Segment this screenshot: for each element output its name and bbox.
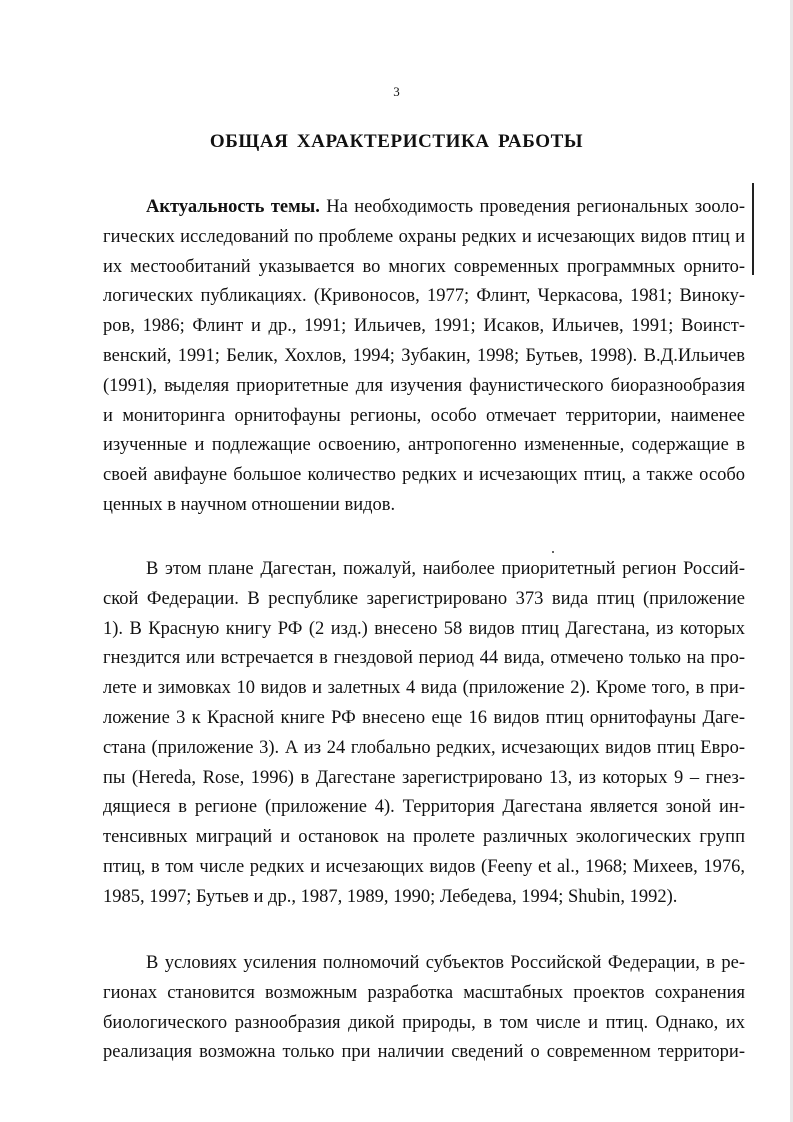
paragraph-line: их местообитаний указывается во многих современных программных орнито- [103,256,745,277]
paragraph-line: логических публикациях. (Кривоносов, 1977; Флинт, Черкасова, 1981; Виноку- [103,286,745,307]
paragraph-line: В условиях усиления полномочий субъектов Российской Федерации, в ре- [146,953,745,973]
page-number: 3 [393,84,400,99]
margin-mark [752,183,754,275]
paragraph-line: 1). В Красную книгу РФ (2 изд.) внесено 58 видов птиц Дагестана, из которых [103,618,745,639]
paragraph-line [103,193,745,223]
paragraph-line: дящиеся в регионе (приложение 4). Территория Дагестана является зоной ин- [103,797,745,818]
paragraph-line: ложение 3 к Красной книге РФ внесено еще 16 видов птиц орнитофауны Даге- [103,707,745,728]
paragraph-line: венский, 1991; Белик, Хохлов, 1994; Зубакин, 1998; Бутьев, 1998). В.Д.Ильичев [103,345,745,366]
paragraph-relevance [103,193,745,521]
paragraph-line: реализация возможна только при наличии сведений о современном территори- [103,1042,745,1063]
paragraph-line: (1991), выделяя приоритетные для изучения фаунистического биоразнообразия [103,375,745,396]
paragraph-line: 1985, 1997; Бутьев и др., 1987, 1989, 1990; Лебедева, 1994; Shubin, 1992). [103,886,678,907]
paragraph-line: биологического разнообразия дикой природы, в том числе и птиц. Однако, их [103,1012,745,1033]
section-title: ОБЩАЯ ХАРАКТЕРИСТИКА РАБОТЫ [209,131,584,152]
paragraph-line: В этом плане Дагестан, пожалуй, наиболее приоритетный регион Россий- [146,559,745,579]
paragraph-line: ценных в научном отношении видов. [103,494,396,515]
line-text: На необходимость проведения региональных зооло- [326,197,746,217]
paragraph-line: лете и зимовках 10 видов и залетных 4 вида (приложение 2). Кроме того, в при- [103,678,745,699]
paragraph-line: гических исследований по проблеме охраны редких и исчезающих видов птиц и [103,226,745,247]
paragraph-line: гнездится или встречается в гнездовой период 44 вида, отмечено только на про- [103,648,745,669]
paragraph-line: ской Федерации. В республике зарегистрировано 373 вида птиц (приложение [103,588,745,609]
paragraph-line: пы (Hereda, Rose, 1996) в Дагестане зарегистрировано 13, из которых 9 – гнез- [103,767,745,788]
paragraph-line: ров, 1986; Флинт и др., 1991; Ильичев, 1991; Исаков, Ильичев, 1991; Воинст- [103,316,745,337]
paragraph-line: своей авифауне большое количество редких и исчезающих птиц, а также особо [103,465,745,486]
lead-label: Актуальность темы. [146,197,320,217]
paragraph-line: гионах становится возможным разработка масштабных проектов сохранения [103,982,745,1003]
paragraph-line: птиц, в том числе редких и исчезающих видов (Feeny et al., 1968; Михеев, 1976, [103,856,745,877]
paragraph-dagestan [103,555,745,913]
scan-speck [552,551,554,553]
paragraph-authority [103,949,745,1068]
paragraph-line: тенсивных миграций и остановок на пролете различных экологических групп [103,827,745,848]
paragraph-line: изученные и подлежащие освоению, антропогенно измененные, содержащие в [103,435,745,456]
paragraph-line: стана (приложение 3). А из 24 глобально редких, исчезающих видов птиц Евро- [103,737,745,758]
paragraph-line: и мониторинга орнитофауны регионы, особо отмечает территории, наименее [103,405,745,426]
